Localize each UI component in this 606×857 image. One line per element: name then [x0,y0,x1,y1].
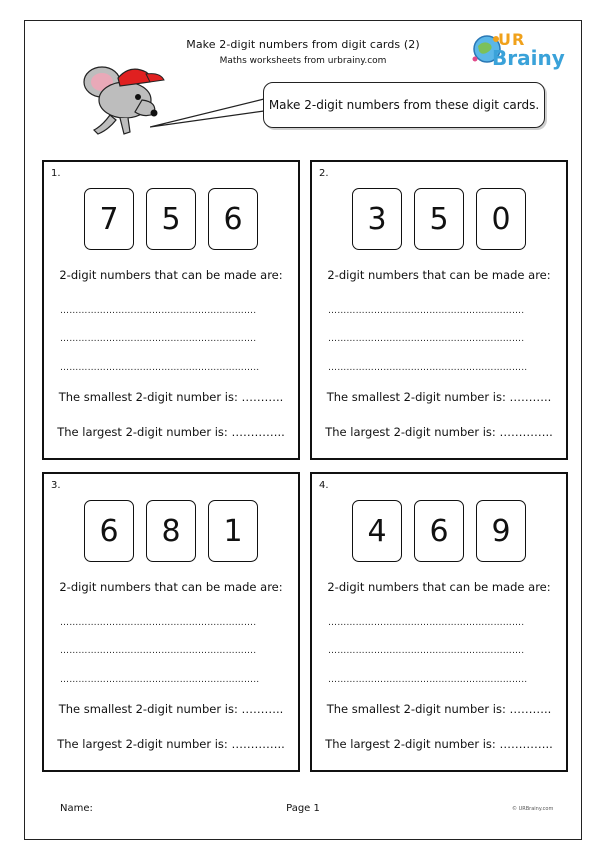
digit-card: 6 [414,500,464,562]
worksheet-subtitle: Maths worksheets from urbrainy.com [219,56,387,66]
answer-line[interactable]: ……………………………………………………….. [328,675,528,685]
digit-cards [44,500,298,562]
answer-line[interactable]: ……………………………………………………….. [328,363,528,373]
answer-line[interactable]: ………………………………………………………. [60,646,257,656]
question-box-1 [42,160,300,460]
answer-line[interactable]: ……………………………………………………….. [60,363,260,373]
digit-card: 0 [476,188,526,250]
urbrainy-logo [470,30,570,74]
logo-text-brainy: Brainy [492,46,565,70]
smallest-number-answer[interactable]: The smallest 2-digit number is: ……….. [326,702,552,716]
question-number: 3. [51,480,61,491]
answer-line[interactable]: ………………………………………………………. [328,334,525,344]
digit-cards [312,188,566,250]
question-prompt: 2-digit numbers that can be made are: [59,580,283,594]
name-label: Name: [60,803,93,814]
answer-line[interactable]: ………………………………………………………. [60,618,257,628]
largest-number-answer[interactable]: The largest 2-digit number is: ………….. [57,737,285,751]
question-number: 4. [319,480,329,491]
largest-number-answer[interactable]: The largest 2-digit number is: ………….. [57,425,285,439]
digit-cards [44,188,298,250]
answer-line[interactable]: ………………………………………………………. [328,618,525,628]
question-box-4 [310,472,568,772]
answer-line[interactable]: ………………………………………………………. [60,334,257,344]
digit-card: 7 [84,188,134,250]
smallest-number-answer[interactable]: The smallest 2-digit number is: ……….. [326,390,552,404]
digit-card: 4 [352,500,402,562]
answer-line[interactable]: ………………………………………………………. [328,306,525,316]
logo-text-ur: UR [498,30,526,49]
page-number: Page 1 [286,803,320,814]
digit-card: 1 [208,500,258,562]
answer-line[interactable]: ……………………………………………………….. [60,675,260,685]
digit-card: 6 [84,500,134,562]
question-number: 2. [319,168,329,179]
copyright-text: © URBrainy.com [512,806,554,812]
digit-card: 5 [414,188,464,250]
largest-number-answer[interactable]: The largest 2-digit number is: ………….. [325,737,553,751]
speech-bubble-text: Make 2-digit numbers from these digit cards. [268,98,540,112]
speech-bubble [263,82,545,128]
speech-bubble-tail [150,95,270,130]
question-prompt: 2-digit numbers that can be made are: [59,268,283,282]
smallest-number-answer[interactable]: The smallest 2-digit number is: ……….. [58,702,284,716]
answer-line[interactable]: ………………………………………………………. [328,646,525,656]
digit-card: 5 [146,188,196,250]
largest-number-answer[interactable]: The largest 2-digit number is: ………….. [325,425,553,439]
question-box-3 [42,472,300,772]
digit-card: 8 [146,500,196,562]
digit-card: 6 [208,188,258,250]
smallest-number-answer[interactable]: The smallest 2-digit number is: ……….. [58,390,284,404]
digit-card: 3 [352,188,402,250]
question-box-2 [310,160,568,460]
question-number: 1. [51,168,61,179]
answer-line[interactable]: ………………………………………………………. [60,306,257,316]
digit-cards [312,500,566,562]
digit-card: 9 [476,500,526,562]
question-prompt: 2-digit numbers that can be made are: [327,268,551,282]
question-prompt: 2-digit numbers that can be made are: [327,580,551,594]
worksheet-title: Make 2-digit numbers from digit cards (2) [186,38,420,51]
